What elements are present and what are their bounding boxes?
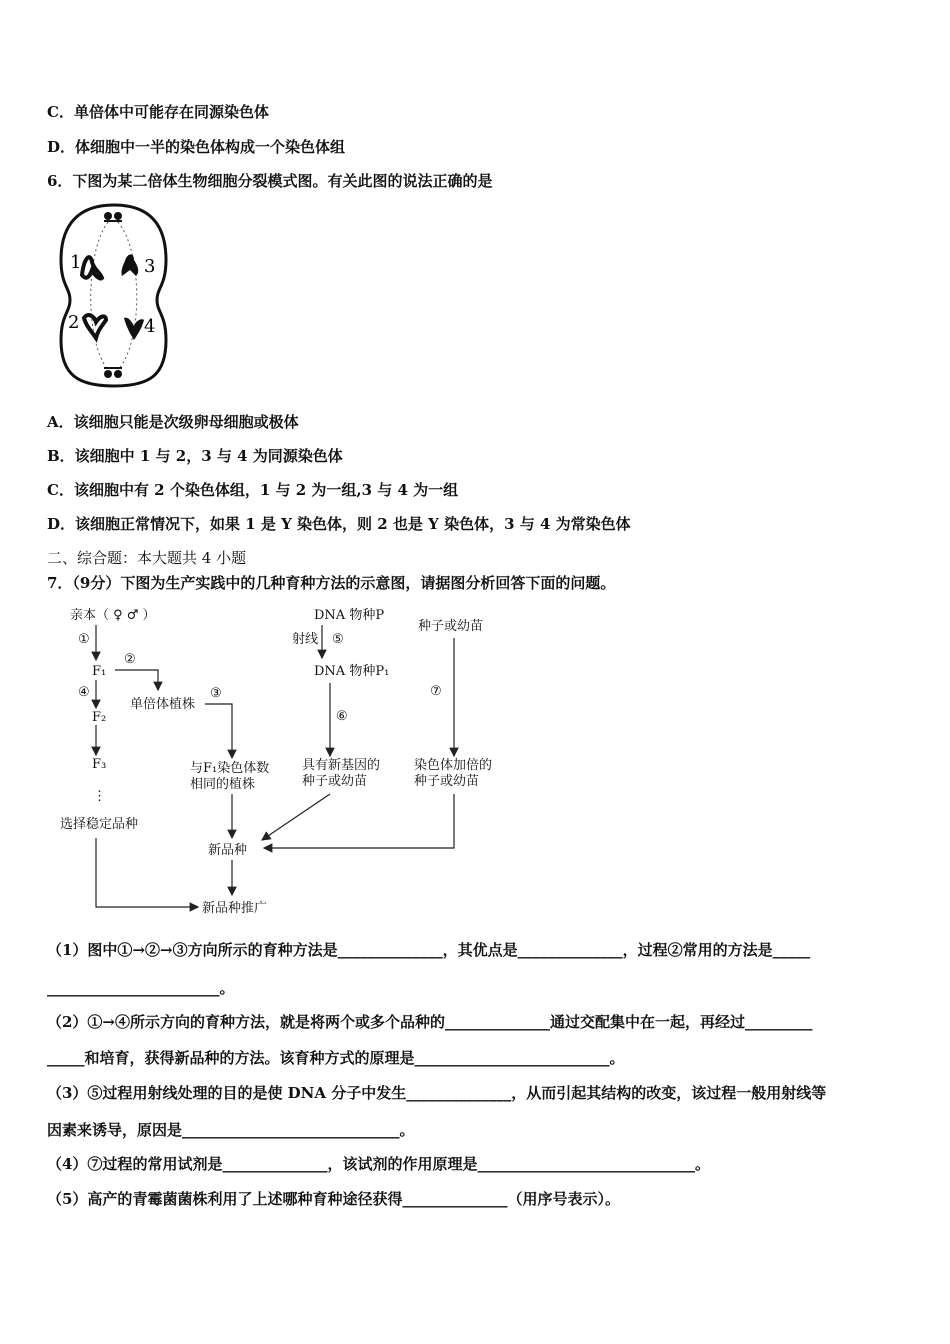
dna-species-p: DNA 物种P (314, 608, 385, 623)
promote-label: 新品种推广 (202, 901, 268, 916)
chromosome-label-3: 3 (144, 256, 156, 277)
q6-option-b: B．该细胞中 1 与 2，3 与 4 为同源染色体 (47, 447, 343, 465)
step-3: ③ (210, 686, 222, 701)
new-variety-label: 新品种 (208, 843, 248, 858)
question-7-stem: 7．（9分）下图为生产实践中的几种育种方法的示意图，请据图分析回答下面的问题。 (47, 574, 616, 592)
new-gene-label-2: 种子或幼苗 (302, 774, 368, 789)
chromosome-2-icon (84, 315, 106, 338)
arrow-double-newvar (264, 794, 454, 848)
chromosome-label-1: 1 (70, 252, 82, 273)
double-label-2: 种子或幼苗 (414, 774, 480, 789)
spindle-left (91, 222, 108, 370)
new-gene-label-1: 具有新基因的 (302, 758, 381, 773)
option-c-top: C．单倍体中可能存在同源染色体 (47, 103, 269, 121)
ray-label: 射线 (292, 632, 319, 647)
q6-option-a: A．该细胞只能是次级卵母细胞或极体 (47, 413, 299, 431)
q7-sub-2a: （2）①→④所示方向的育种方法，就是将两个或多个品种的______________通过交配集中在一起，再经过_________ (47, 1013, 813, 1031)
centrosome-bottom-icon (104, 368, 122, 378)
arrow-newgene-newvar (262, 794, 330, 840)
q7-sub-1b: _______________________。 (47, 979, 235, 997)
cell-division-figure (58, 200, 170, 390)
step-6: ⑥ (336, 709, 348, 724)
chromosome-3-icon (121, 254, 138, 276)
chromosome-4-icon (124, 318, 144, 340)
breeding-diagram (0, 600, 560, 920)
section-heading: 二、综合题：本大题共 4 小题 (47, 549, 247, 567)
q7-sub-5: （5）高产的青霉菌菌株利用了上述哪种育种途径获得______________（用序号表示）。 (47, 1190, 620, 1208)
q7-sub-1a: （1）图中①→②→③方向所示的育种方法是______________，其优点是______________，过程②常用的方法是_____ (47, 941, 811, 959)
q6-option-c: C．该细胞中有 2 个染色体组，1 与 2 为一组,3 与 4 为一组 (47, 481, 459, 499)
dots: ⋮ (93, 789, 106, 804)
double-label-1: 染色体加倍的 (414, 758, 493, 773)
parent-label: 亲本（ ♀ ♂ ） (70, 608, 156, 623)
select-stable-label: 选择稳定品种 (60, 817, 139, 832)
arrow-haploid-same (205, 704, 232, 758)
f2-label: F₂ (92, 710, 107, 725)
q7-sub-2b: _____和培育，获得新品种的方法。该育种方式的原理是__________________________。 (47, 1049, 625, 1067)
arrow-select-promote (96, 838, 198, 907)
cell-outline (61, 205, 166, 386)
step-1: ① (78, 632, 90, 647)
seed-label: 种子或幼苗 (418, 619, 484, 634)
q7-sub-3b: 因素来诱导，原因是_____________________________。 (47, 1121, 415, 1139)
option-d-top: D．体细胞中一半的染色体构成一个染色体组 (47, 138, 346, 156)
step-2: ② (124, 652, 136, 667)
q7-sub-4: （4）⑦过程的常用试剂是______________，该试剂的作用原理是_____________________________。 (47, 1155, 710, 1173)
step-5: ⑤ (332, 632, 344, 647)
q7-sub-3a: （3）⑤过程用射线处理的目的是使 DNA 分子中发生______________，从而引起其结构的改变，该过程一般用射线等 (47, 1084, 827, 1102)
centrosome-top-icon (104, 212, 122, 221)
arrow-f1-haploid (115, 670, 158, 690)
chromosome-label-4: 4 (144, 316, 156, 337)
dna-species-p1: DNA 物种P₁ (314, 664, 390, 679)
f3-label: F₃ (92, 757, 107, 772)
spindle-right (118, 222, 137, 370)
same-chromosome-label-1: 与F₁染色体数 (190, 761, 270, 776)
same-chromosome-label-2: 相同的植株 (190, 777, 256, 792)
chromosome-label-2: 2 (68, 312, 80, 333)
step-4: ④ (78, 685, 90, 700)
step-7: ⑦ (430, 684, 442, 699)
haploid-label: 单倍体植株 (130, 697, 196, 712)
question-6-stem: 6．下图为某二倍体生物细胞分裂模式图。有关此图的说法正确的是 (47, 172, 493, 190)
f1-label: F₁ (92, 664, 107, 679)
q6-option-d: D．该细胞正常情况下，如果 1 是 Y 染色体，则 2 也是 Y 染色体，3 与 4 为常染色体 (47, 515, 631, 533)
